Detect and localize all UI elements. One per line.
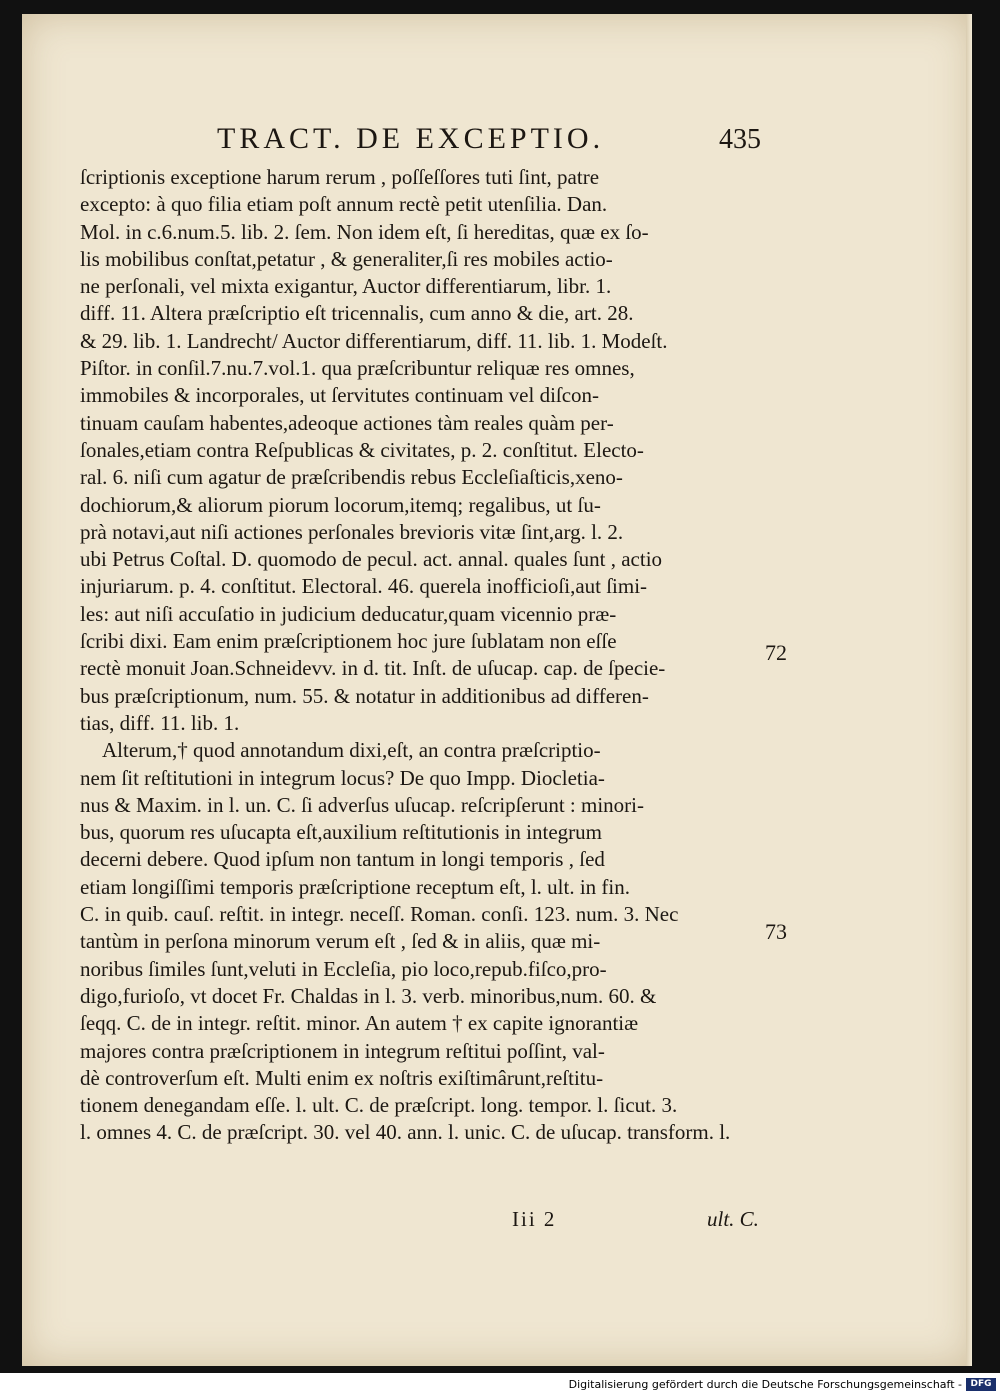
text-line: ſcribi dixi. Eam enim præſcriptionem hoc jure ſublatam non eſſe [80, 629, 617, 654]
text-line: ſonales,etiam contra Reſpublicas & civitates, p. 2. conſtitut. Electo- [80, 437, 644, 462]
text-line: tias, diff. 11. lib. 1. [80, 710, 240, 735]
text-line: Alterum,† quod annotandum dixi,eſt, an contra præſcriptio- [102, 738, 601, 763]
dfg-logo: DFG [966, 1378, 996, 1391]
text-line: bus præſcriptionum, num. 55. & notatur in additionibus ad differen- [80, 683, 649, 708]
text-line: prà notavi,aut niſi actiones perſonales brevioris vitæ ſint,arg. l. 2. [80, 519, 624, 544]
book-page [22, 14, 972, 1366]
text-line: & 29. lib. 1. Landrecht/ Auctor differentiarum, diff. 11. lib. 1. Modeſt. [80, 328, 668, 353]
page-header [22, 122, 972, 162]
text-line: tinuam cauſam habentes,adeoque actiones tàm reales quàm per- [80, 410, 614, 435]
text-line: noribus ſimiles ſunt,veluti in Eccleſia, pio loco,repub.fiſco,pro- [80, 956, 607, 981]
text-line: majores contra præſcriptionem in integrum reſtitui poſſint, val- [80, 1038, 605, 1063]
margin-number-73: 73 [765, 919, 787, 944]
text-line: bus, quorum res uſucapta eſt,auxilium reſtitutionis in integrum [80, 820, 602, 845]
text-line: ubi Petrus Coſtal. D. quomodo de pecul. act. annal. quales ſunt , actio [80, 547, 663, 572]
page-number: 435 [719, 124, 761, 155]
footer-credit: Digitalisierung gefördert durch die Deutsche Forschungsgemeinschaft - [568, 1378, 962, 1391]
text-line: l. omnes 4. C. de præſcript. 30. vel 40. ann. l. unic. C. de uſucap. transform. l. [80, 1120, 731, 1145]
text-line: nem ſit reſtitutioni in integrum locus? De quo Impp. Diocletia- [80, 765, 605, 790]
text-line: dè controverſum eſt. Multi enim ex noſtris exiſtimârunt,reſtitu- [80, 1065, 604, 1090]
catchword: ult. C. [707, 1207, 759, 1231]
text-line: Piſtor. in conſil.7.nu.7.vol.1. qua præſcribuntur reliquæ res omnes, [80, 356, 635, 381]
text-line: digo,furioſo, vt docet Fr. Chaldas in l. 3. verb. minoribus,num. 60. & [80, 983, 657, 1008]
text-line: rectè monuit Joan.Schneidevv. in d. tit. Inſt. de uſucap. cap. de ſpecie- [80, 656, 666, 681]
text-line: tionem denegandam eſſe. l. ult. C. de præſcript. long. tempor. l. ſicut. 3. [80, 1093, 678, 1118]
text-line: ral. 6. niſi cum agatur de præſcribendis rebus Eccleſiaſticis,xeno- [80, 465, 623, 490]
text-line: excepto: à quo filia etiam poſt annum rectè petit utenſilia. Dan. [80, 192, 608, 217]
text-line: dochiorum,& aliorum piorum locorum,itemq; regalibus, ut ſu- [80, 492, 601, 517]
text-line: diff. 11. Altera præſcriptio eſt tricennalis, cum anno & die, art. 28. [80, 301, 634, 326]
text-line: tantùm in perſona minorum verum eſt , ſed & in aliis, quæ mi- [80, 929, 601, 954]
text-line: etiam longiſſimi temporis præſcriptione receptum eſt, l. ult. in fin. [80, 874, 630, 899]
text-line: Mol. in c.6.num.5. lib. 2. ſem. Non idem eſt, ſi hereditas, quæ ex ſo- [80, 219, 649, 244]
text-line: injuriarum. p. 4. conſtitut. Electoral. 46. querela inofficioſi,aut ſimi- [80, 574, 648, 599]
text-line: nus & Maxim. in l. un. C. ſi adverſus uſucap. reſcripſerunt : minori- [80, 792, 644, 817]
running-head: TRACT. DE EXCEPTIO. [217, 122, 605, 155]
text-line: lis mobilibus conſtat,petatur , & generaliter,ſi res mobiles actio- [80, 246, 613, 271]
text-line: ſeqq. C. de in integr. reſtit. minor. An autem † ex capite ignorantiæ [80, 1011, 639, 1036]
text-line: immobiles & incorporales, ut ſervitutes continuam vel diſcon- [80, 383, 600, 408]
text-line: C. in quib. cauſ. reſtit. in integr. neceſſ. Roman. conſi. 123. num. 3. Nec [80, 902, 679, 927]
margin-number-72: 72 [765, 640, 787, 665]
signature-mark: Iii 2 [512, 1207, 557, 1231]
text-line: les: aut niſi accuſatio in judicium deducatur,quam vicennio præ- [80, 601, 617, 626]
body-text [80, 164, 780, 1147]
footer-bar [0, 1373, 1000, 1396]
text-line: ſcriptionis exceptione harum rerum , poſſeſſores tuti ſint, patre [80, 165, 600, 189]
text-line: ne perſonali, vel mixta exigantur, Auctor differentiarum, libr. 1. [80, 274, 612, 299]
text-line: decerni debere. Quod ipſum non tantum in longi temporis , ſed [80, 847, 605, 872]
